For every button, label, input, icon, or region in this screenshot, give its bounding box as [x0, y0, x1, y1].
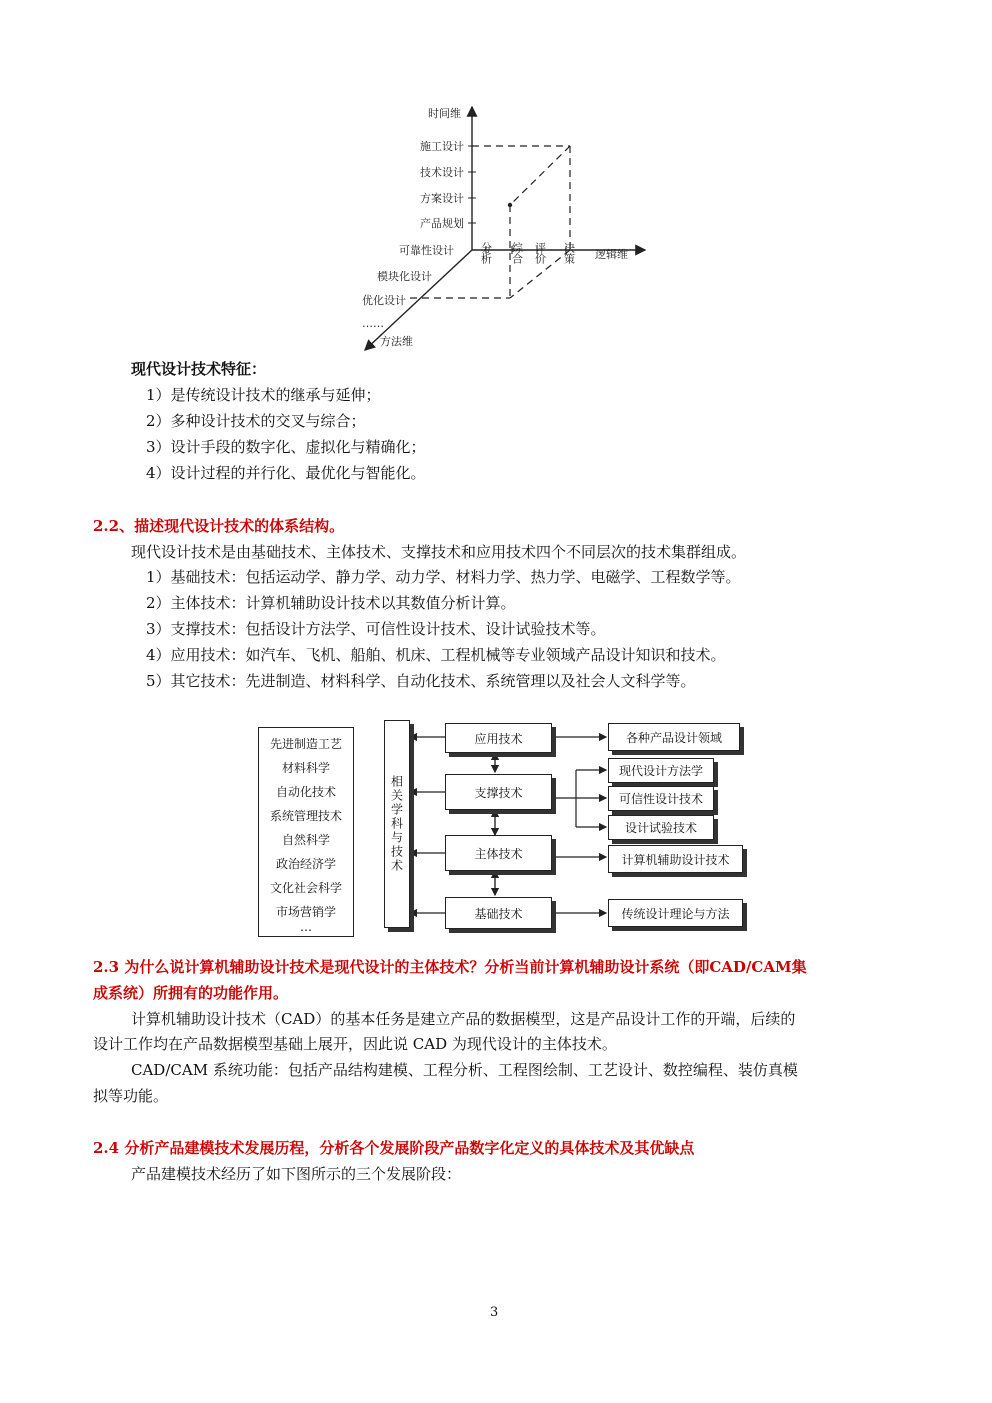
tech-item: 5）其它技术：先进制造、材料科学、自动化技术、系统管理以及社会人文科学等。	[146, 672, 696, 690]
discipline-item: 先进制造工艺	[269, 737, 342, 751]
architecture-diagram	[250, 715, 760, 935]
section-2-3-para1-line1: 计算机辅助设计技术（CAD）的基本任务是建立产品的数据模型，这是产品设计工作的开端，后续的	[131, 1010, 796, 1028]
discipline-item: 自动化技术	[275, 785, 336, 799]
discipline-item: 自然科学	[281, 833, 330, 847]
method-item: 模块化设计	[377, 270, 432, 283]
section-2-3-para1-line2: 设计工作均在产品数据模型基础上展开，因此说 CAD 为现代设计的主体技术。	[93, 1035, 617, 1053]
tech-item: 3）支撑技术：包括设计方法学、可信性设计技术、设计试验技术等。	[146, 620, 606, 638]
design-test-box: 设计试验技术	[608, 815, 714, 840]
method-item: 优化设计	[362, 294, 406, 307]
section-2-3-para2-line2: 拟等功能。	[93, 1087, 169, 1105]
section-2-2-intro: 现代设计技术是由基础技术、主体技术、支撑技术和应用技术四个不同层次的技术集群组成。	[131, 543, 747, 561]
section-2-2-heading: 2.2、描述现代设计技术的体系结构。	[93, 517, 345, 535]
feature-item: 1）是传统设计技术的继承与延伸；	[146, 386, 381, 404]
related-disciplines-box: 相关学科与技术	[384, 720, 410, 928]
related-disciplines-list	[258, 727, 354, 937]
basic-tech-box: 基础技术	[445, 897, 552, 929]
traditional-design-box: 传统设计理论与方法	[608, 899, 743, 927]
logic-item: 分析	[479, 242, 493, 264]
design-methodology-box: 现代设计方法学	[608, 758, 714, 783]
logic-item: 综合	[510, 242, 524, 264]
time-item: 产品规划	[420, 217, 464, 230]
discipline-item: 文化社会科学	[269, 881, 342, 895]
support-tech-box: 支撑技术	[445, 774, 552, 810]
feature-item: 4）设计过程的并行化、最优化与智能化。	[146, 464, 426, 482]
time-item: 施工设计	[420, 140, 464, 153]
time-item: 技术设计	[420, 166, 464, 179]
cad-tech-box: 计算机辅助设计技术	[608, 845, 743, 873]
logic-item: 评价	[533, 242, 547, 264]
tech-item: 1）基础技术：包括运动学、静力学、动力学、材料力学、热力学、电磁学、工程数学等。	[146, 568, 741, 586]
reliability-design-box: 可信性设计技术	[608, 786, 714, 811]
section-2-3-heading-line1: 2.3 为什么说计算机辅助设计技术是现代设计的主体技术？分析当前计算机辅助设计系统（即CAD/CAM集	[93, 958, 807, 976]
logic-item: 决策	[562, 242, 576, 264]
method-axis-label: 方法维	[380, 335, 413, 348]
section-2-4-heading: 2.4 分析产品建模技术发展历程，分析各个发展阶段产品数字化定义的具体技术及其优缺点	[93, 1139, 695, 1157]
tech-item: 4）应用技术：如汽车、飞机、船舶、机床、工程机械等专业领域产品设计知识和技术。	[146, 646, 726, 664]
features-heading: 现代设计技术特征：	[131, 360, 267, 378]
application-tech-box: 应用技术	[445, 723, 552, 753]
logic-axis-label: 逻辑维	[595, 248, 628, 261]
discipline-item: 政治经济学	[275, 857, 336, 871]
feature-item: 3）设计手段的数字化、虚拟化与精确化；	[146, 438, 426, 456]
time-item: 方案设计	[420, 192, 464, 205]
design-dimensions-figure	[340, 95, 660, 357]
method-item: ……	[362, 317, 384, 330]
tech-item: 2）主体技术：计算机辅助设计技术以其数值分析计算。	[146, 594, 516, 612]
time-axis-label: 时间维	[428, 107, 461, 120]
discipline-item: 系统管理技术	[269, 809, 342, 823]
main-tech-box: 主体技术	[445, 835, 552, 871]
method-item: 可靠性设计	[399, 244, 454, 257]
feature-item: 2）多种设计技术的交叉与综合；	[146, 412, 366, 430]
section-2-3-heading-line2: 成系统）所拥有的功能作用。	[93, 984, 289, 1002]
section-2-3-para2-line1: CAD/CAM 系统功能：包括产品结构建模、工程分析、工程图绘制、工艺设计、数控编程、装仿真模	[131, 1061, 798, 1079]
discipline-item: …	[300, 920, 312, 934]
discipline-item: 材料科学	[281, 761, 330, 775]
discipline-item: 市场营销学	[275, 905, 336, 919]
section-2-4-intro: 产品建模技术经历了如下图所示的三个发展阶段：	[131, 1165, 462, 1183]
product-design-fields-box: 各种产品设计领域	[608, 723, 740, 751]
page-number: 3	[490, 1305, 499, 1320]
